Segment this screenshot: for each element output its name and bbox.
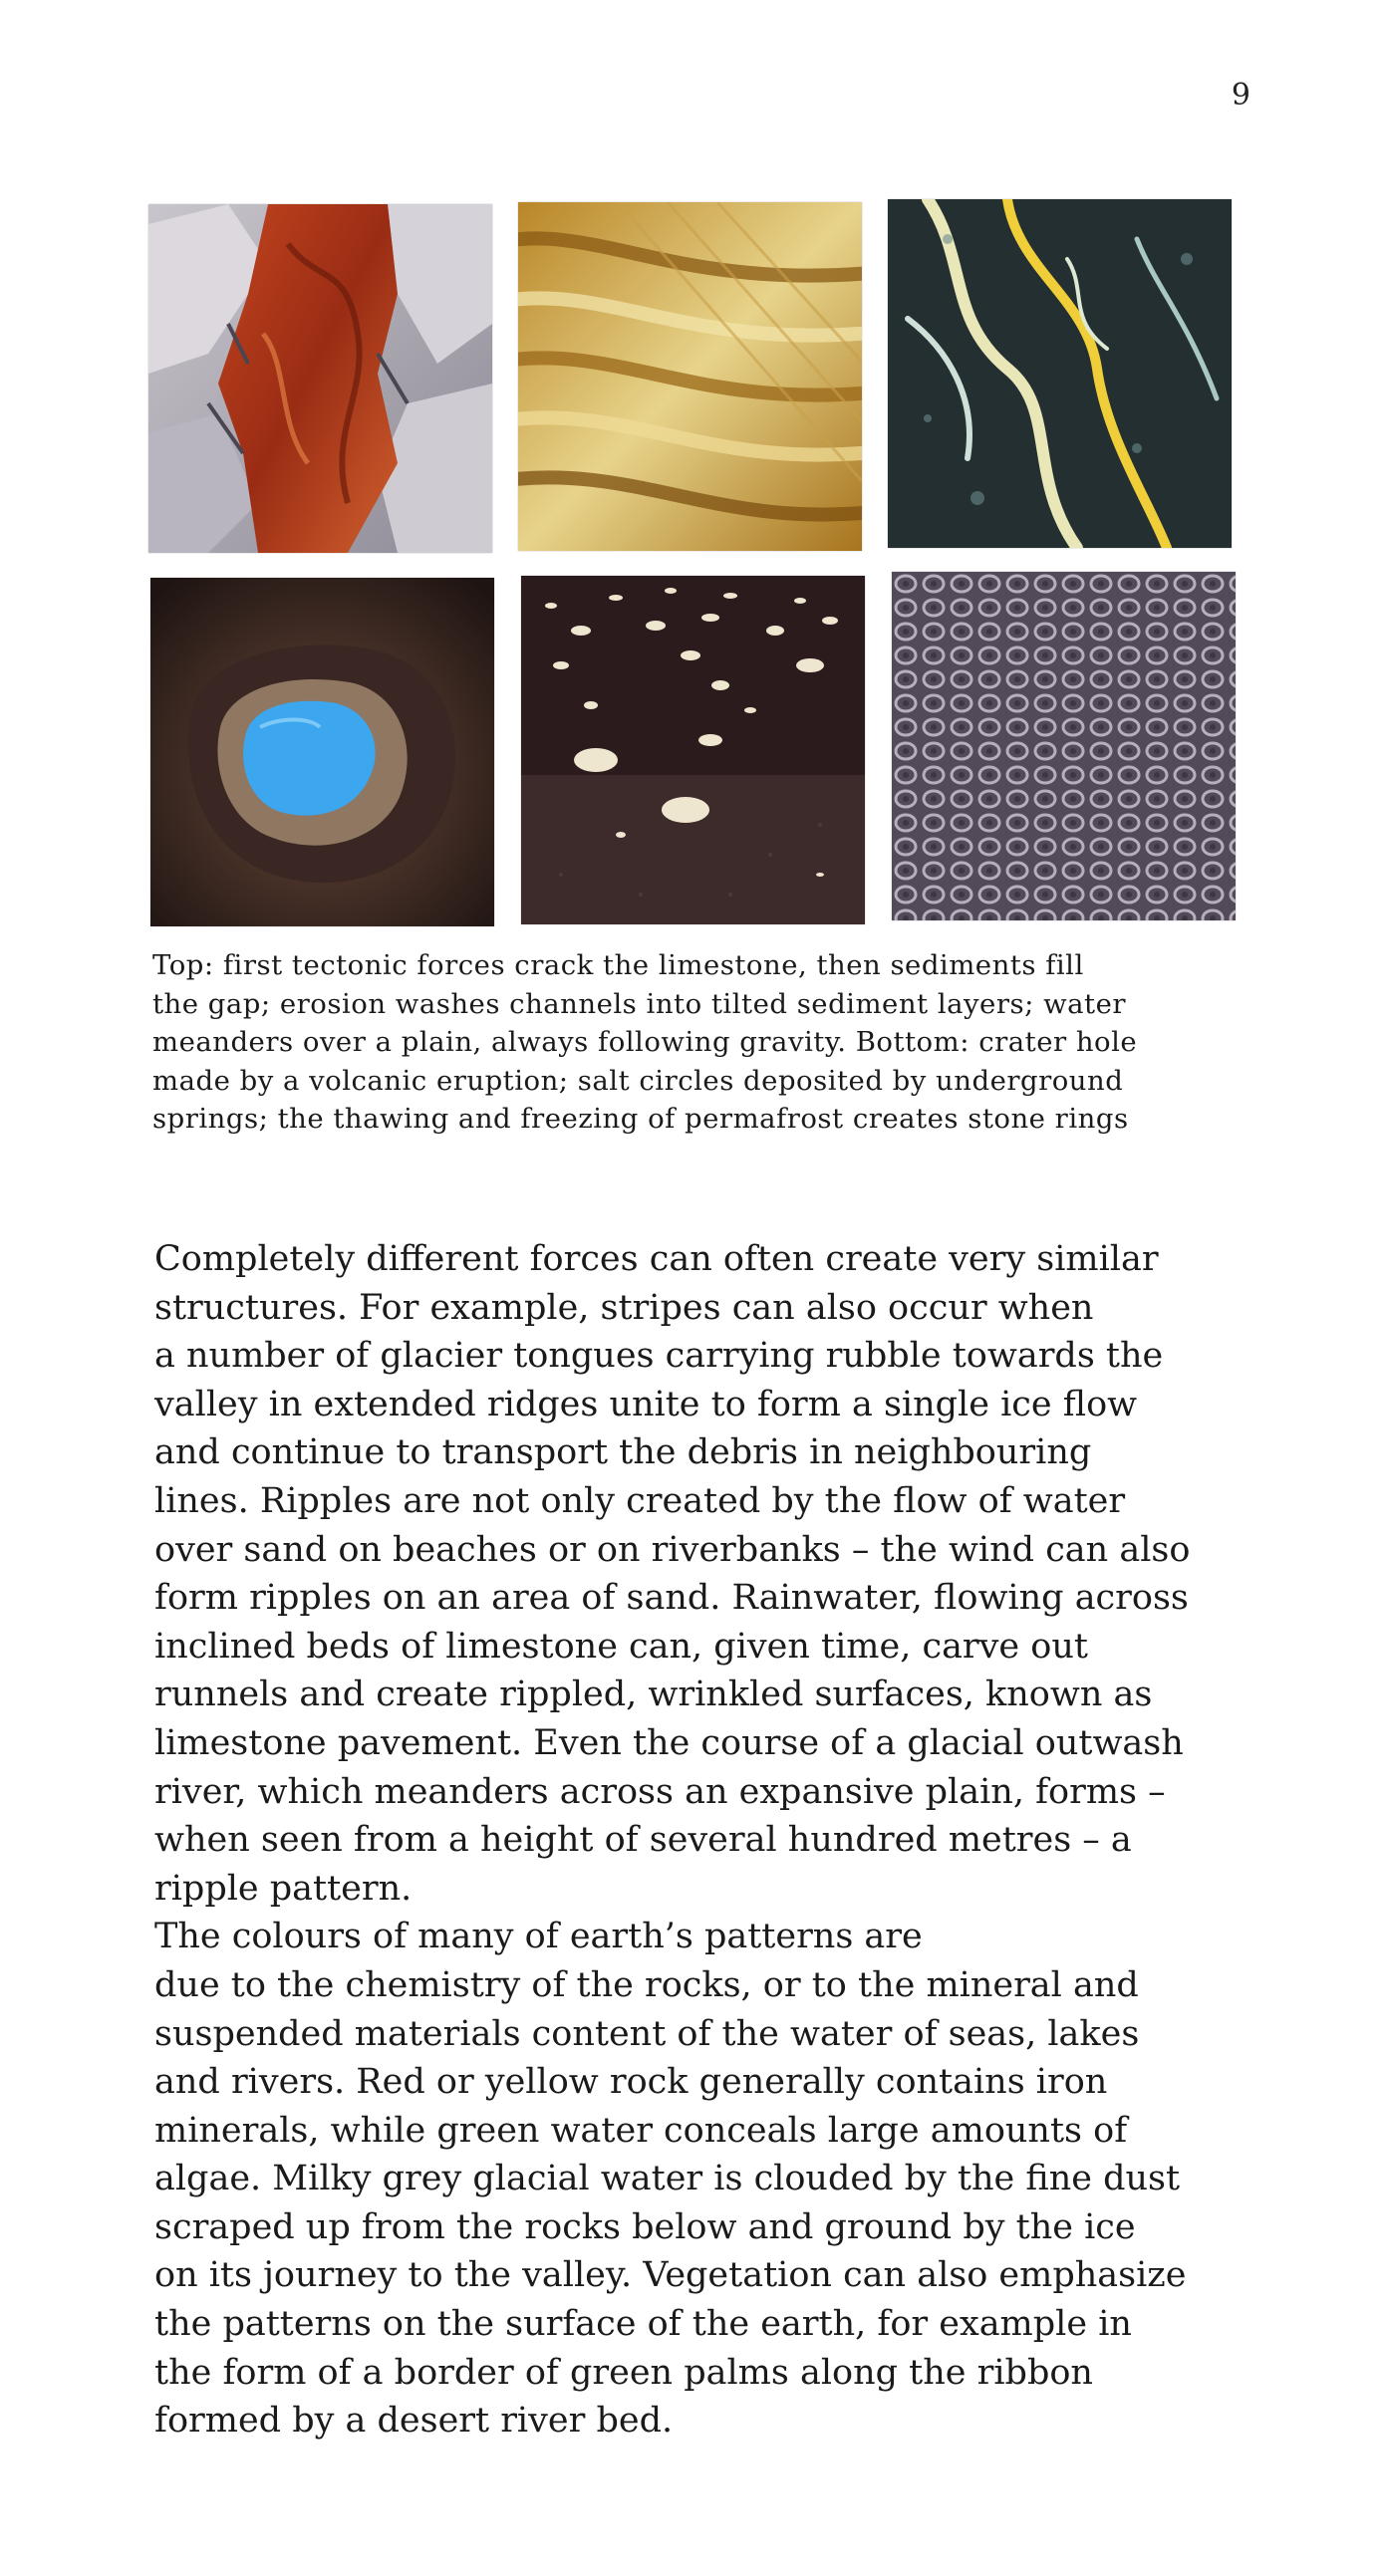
salt-circles-icon [521, 576, 865, 924]
crater-lake-icon [150, 578, 494, 926]
stone-rings-icon [892, 572, 1236, 920]
page-number: 9 [1231, 78, 1250, 113]
paragraph-2: The colours of many of earth’s patterns are due to the chemistry of the rocks, or to the mineral and suspended materials content of the water of seas, lakes and rivers. Red or yellow rock generally contains iron minerals, while green water conceals large amounts of algae. Milky grey glacial water is clouded by the fine dust scraped up from the rocks below and ground by the ice on its journey to the valley. Vegetation can also emphasize the patterns on the surface of the earth, for example in the form of a border of green palms along the ribbon formed by a desert river bed. [154, 1917, 1187, 2442]
photo-sediment-layers [518, 202, 862, 551]
paragraph-1: Completely different forces can often create very similar structures. For example, stripes can also occur when a number of glacier tongues carrying rubble towards the valley in extended ridges unite to form a single ice flow and continue to transport the debris in neighbouring lines. Ripples are not only created by the flow of water over sand on beaches or on riverbanks – the wind can also form ripples on an area of sand. Rainwater, flowing across inclined beds of limestone can, given time, carve out runnels and create rippled, wrinkled surfaces, known as limestone pavement. Even the course of a glacial outwash river, which meanders across an expansive plain, forms – when seen from a height of several hundred metres – a ripple pattern. [154, 1239, 1191, 1909]
body-text [154, 1235, 1260, 2446]
photo-meandering-water [888, 199, 1232, 548]
limestone-crack-icon [148, 204, 492, 553]
meandering-water-icon [888, 199, 1232, 548]
sediment-layers-icon [518, 202, 862, 551]
photo-caption: Top: first tectonic forces crack the limestone, then sediments fill the gap; erosion washes channels into tilted sediment layers; water meanders over a plain, always following gravity. Bottom: crater hole made by a volcanic eruption; salt circles deposited by underground springs; the thawing and freezing of permafrost creates stone rings [152, 949, 1138, 1136]
photo-limestone-crack [148, 204, 492, 553]
photo-stone-rings [892, 572, 1236, 920]
photo-salt-circles [521, 576, 865, 924]
photo-crater-lake [150, 578, 494, 926]
